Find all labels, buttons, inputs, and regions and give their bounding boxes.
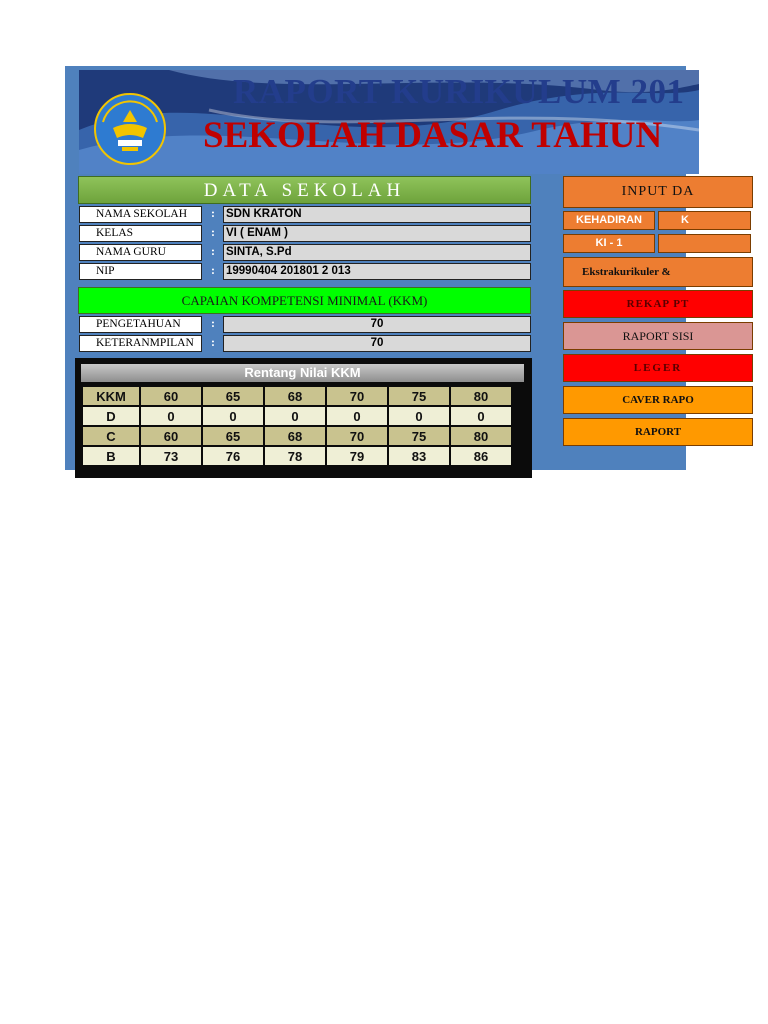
rentang-nilai-table xyxy=(81,385,513,467)
kkm-header: CAPAIAN KOMPETENSI MINIMAL (KKM) xyxy=(78,287,531,314)
table-cell: 79 xyxy=(326,446,388,466)
table-cell: KKM xyxy=(82,386,140,406)
table-cell: 0 xyxy=(140,406,202,426)
table-row xyxy=(82,426,512,446)
raport-siswa-button[interactable]: RAPORT SISI xyxy=(563,322,753,350)
ki1-button[interactable]: KI - 1 xyxy=(563,234,655,253)
table-row xyxy=(82,406,512,426)
table-row xyxy=(82,386,512,406)
table-cell: 68 xyxy=(264,426,326,446)
field-value-nip[interactable]: 19990404 201801 2 013 xyxy=(223,263,531,280)
kehadiran-button[interactable]: KEHADIRAN xyxy=(563,211,655,230)
table-cell: 70 xyxy=(326,386,388,406)
report-title-line2: SEKOLAH DASAR TAHUN xyxy=(203,115,663,156)
caver-raport-button[interactable]: CAVER RAPO xyxy=(563,386,753,414)
field-label-pengetahuan: PENGETAHUAN xyxy=(79,316,202,333)
field-colon: : xyxy=(211,225,215,239)
table-cell: C xyxy=(82,426,140,446)
table-cell: 80 xyxy=(450,426,512,446)
field-value-kelas[interactable]: VI ( ENAM ) xyxy=(223,225,531,242)
raport-button[interactable]: RAPORT xyxy=(563,418,753,446)
table-cell: 83 xyxy=(388,446,450,466)
field-colon: : xyxy=(211,316,215,330)
table-cell: 86 xyxy=(450,446,512,466)
table-cell: B xyxy=(82,446,140,466)
table-cell: 70 xyxy=(326,426,388,446)
field-value-nama-guru[interactable]: SINTA, S.Pd xyxy=(223,244,531,261)
table-cell: D xyxy=(82,406,140,426)
ekstrakurikuler-button[interactable]: Ekstrakurikuler & xyxy=(563,257,753,287)
rekap-button[interactable]: REKAP PT xyxy=(563,290,753,318)
field-colon: : xyxy=(211,335,215,349)
table-cell: 65 xyxy=(202,386,264,406)
ki2-button[interactable] xyxy=(658,234,751,253)
field-label-nama-guru: NAMA GURU xyxy=(79,244,202,261)
field-label-nip: NIP xyxy=(79,263,202,280)
data-sekolah-header: DATA SEKOLAH xyxy=(78,176,531,204)
report-title-line1: RAPORT KURIKULUM 201 xyxy=(233,72,685,111)
k-button[interactable]: K xyxy=(658,211,751,230)
field-label-keterampilan: KETERANMPILAN xyxy=(79,335,202,352)
field-colon: : xyxy=(211,206,215,220)
tut-wuri-handayani-logo-icon xyxy=(93,92,167,166)
field-colon: : xyxy=(211,263,215,277)
field-label-kelas: KELAS xyxy=(79,225,202,242)
table-cell: 0 xyxy=(264,406,326,426)
field-value-pengetahuan[interactable]: 70 xyxy=(223,316,531,333)
field-colon: : xyxy=(211,244,215,258)
table-cell: 0 xyxy=(388,406,450,426)
table-cell: 65 xyxy=(202,426,264,446)
table-cell: 68 xyxy=(264,386,326,406)
input-data-button[interactable]: INPUT DA xyxy=(563,176,753,208)
field-label-nama-sekolah: NAMA SEKOLAH xyxy=(79,206,202,223)
field-value-keterampilan[interactable]: 70 xyxy=(223,335,531,352)
leger-button[interactable]: LEGER xyxy=(563,354,753,382)
rentang-nilai-table-panel xyxy=(75,358,532,478)
field-value-nama-sekolah[interactable]: SDN KRATON xyxy=(223,206,531,223)
table-cell: 78 xyxy=(264,446,326,466)
table-cell: 0 xyxy=(202,406,264,426)
table-cell: 75 xyxy=(388,426,450,446)
table-cell: 60 xyxy=(140,386,202,406)
table-cell: 0 xyxy=(450,406,512,426)
header-banner xyxy=(79,70,699,174)
spreadsheet-area xyxy=(65,66,695,470)
table-cell: 80 xyxy=(450,386,512,406)
table-cell: 76 xyxy=(202,446,264,466)
rentang-nilai-title: Rentang Nilai KKM xyxy=(81,364,524,382)
table-row xyxy=(82,446,512,466)
table-cell: 60 xyxy=(140,426,202,446)
table-cell: 73 xyxy=(140,446,202,466)
table-cell: 75 xyxy=(388,386,450,406)
table-cell: 0 xyxy=(326,406,388,426)
